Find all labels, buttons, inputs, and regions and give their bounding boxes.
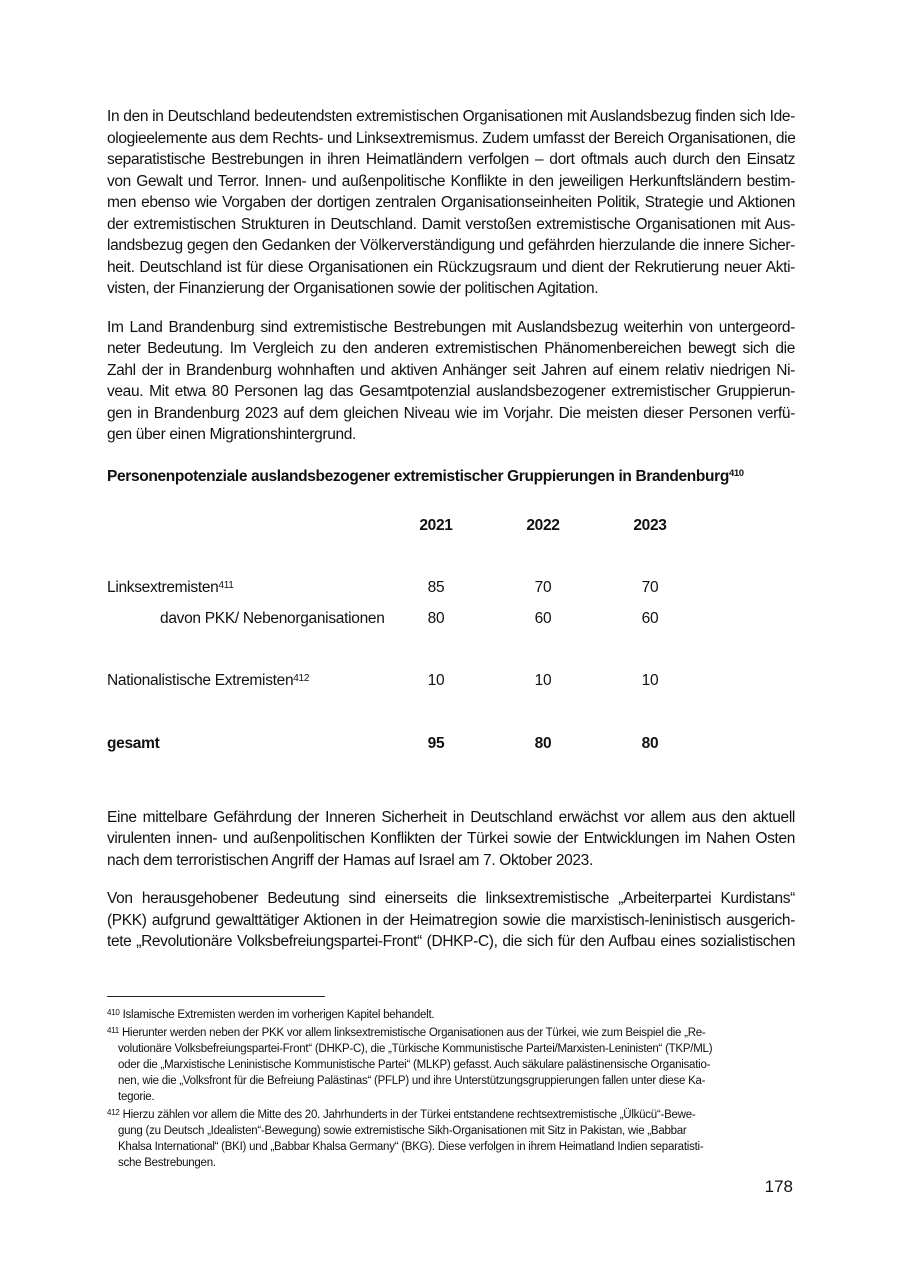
text-line: Im Land Brandenburg sind extremistische Bestrebungen mit Auslandsbezug weiterhin von untergeord-: [107, 318, 795, 336]
footnote-411: [107, 1023, 795, 1105]
text-line: neter Bedeutung. Im Vergleich zu den anderen extremistischen Phänomenbereichen bewegt sich die: [107, 340, 795, 357]
footnote-line: tegorie.: [118, 1091, 155, 1103]
footnote-ref[interactable]: 412: [293, 672, 310, 684]
text-line: heit. Deutschland ist für diese Organisationen ein Rückzugsraum und dient der Rekrutierung neuer Akti-: [107, 258, 795, 276]
paragraph-gefaehrdung: [107, 807, 795, 872]
text-line: separatistische Bestrebungen in ihren Heimatländern verfolgen – dort oftmals auch durch den Einsatz: [107, 151, 795, 168]
text-line: nach dem terroristischen Angriff der Hamas auf Israel am 7. Oktober 2023.: [107, 851, 593, 869]
text-line: tete „Revolutionäre Volksbefreiungspartei-Front“ (DHKP-C), die sich für den Aufbau eines sozialistischen: [107, 933, 795, 950]
paragraph-bedeutung: [107, 888, 795, 953]
table-cell: 70: [641, 578, 659, 596]
page-body: [107, 106, 795, 970]
page-number: 178: [764, 1177, 793, 1196]
text-line: virulenten innen- und außenpolitischen Konflikten der Türkei sowie der Entwicklungen im Nahen Osten: [107, 830, 795, 847]
paragraph-intro: [107, 106, 795, 300]
footnote-412: [107, 1105, 795, 1171]
footnote-line: [107, 1105, 795, 1123]
text-line: Von herausgehobener Bedeutung sind einerseits die linksextremistische „Arbeiterpartei Kurdistans“: [107, 890, 795, 907]
table-cell: 10: [534, 671, 552, 689]
table-cell-total: 80: [534, 734, 552, 752]
footnote-number: 410: [107, 1008, 120, 1017]
table-title-text: Personenpotenziale auslandsbezogener extremistischer Gruppierungen in Brandenburg: [107, 467, 729, 485]
personenpotenziale-table: [107, 487, 795, 787]
table-cell-total: 80: [641, 734, 659, 752]
text-line: gen in Brandenburg 2023 auf dem gleichen Niveau wie im Vorjahr. Die meisten dieser Personen verfü-: [107, 404, 795, 422]
footnote-line: [107, 1005, 795, 1023]
table-cell: 80: [427, 609, 445, 627]
text-line: von Gewalt und Terror. Innen- und außenpolitische Konflikte in den jeweiligen Herkunftsländern bestim-: [107, 172, 795, 190]
text-line: In den in Deutschland bedeutendsten extremistischen Organisationen mit Auslandsbezug finden sich Ide-: [107, 108, 795, 125]
footnote-text: Hierzu zählen vor allem die Mitte des 20. Jahrhunderts in der Türkei entstandene rechtsextremistische „Ülkücü“-Bewe-: [122, 1109, 696, 1121]
footnote-line: volutionäre Volksbefreiungspartei-Front“ (DHKP-C), die „Türkische Kommunistische Partei/Marxisten-Leninisten“ (TKP/ML): [118, 1043, 713, 1055]
footnote-number: 412: [107, 1108, 120, 1117]
footnote-line: nen, wie die „Volksfront für die Befreiung Palästinas“ (PFLP) und ihre Unterstützungsgruppierungen fallen unter diese Ka-: [118, 1075, 706, 1087]
text-line: veau. Mit etwa 80 Personen lag das Gesamtpotenzial auslandsbezogener extremistischer Gruppierun-: [107, 383, 795, 400]
text-line: der extremistischen Strukturen in Deutschland. Damit verstoßen extremistische Organisationen mit Aus-: [107, 215, 795, 233]
row-label-pkk: davon PKK/ Nebenorganisationen: [160, 609, 385, 627]
footnotes: [107, 1005, 795, 1171]
footnote-line: [107, 1023, 795, 1041]
row-label-gesamt: gesamt: [107, 734, 160, 752]
text-line: gen über einen Migrationshintergrund.: [107, 426, 356, 443]
table-cell: 70: [534, 578, 552, 596]
text-line: men ebenso wie Vorgaben der dortigen zentralen Organisationseinheiten Politik, Strategie und Aktionen: [107, 194, 795, 211]
footnote-line: Khalsa International“ (BKI) und „Babbar Khalsa Germany“ (BKG). Diese verfolgen in ihrem Heimatland Indien separatisti-: [118, 1141, 704, 1153]
footnote-text: Hierunter werden neben der PKK vor allem linksextremistische Organisationen aus der Türkei, wie zum Beispiel die „Re-: [121, 1027, 706, 1039]
footnote-ref[interactable]: 411: [218, 579, 234, 591]
text-line: visten, der Finanzierung der Organisationen sowie der politischen Agitation.: [107, 280, 599, 297]
text-line: ologieelemente aus dem Rechts- und Linksextremismus. Zudem umfasst der Bereich Organisationen, die: [107, 129, 796, 147]
table-title: [107, 463, 795, 487]
row-label-linksextremisten: [107, 579, 234, 597]
table-cell: 10: [641, 671, 659, 689]
year-header: 2022: [526, 516, 560, 534]
table-cell-total: 95: [427, 734, 445, 752]
footnote-410: [107, 1005, 795, 1023]
row-label-nationalistische: [107, 672, 309, 690]
row-label-text: Nationalistische Extremisten: [107, 671, 294, 689]
paragraph-brandenburg: [107, 317, 795, 446]
footnote-text: Islamische Extremisten werden im vorherigen Kapitel behandelt.: [122, 1009, 435, 1021]
table-cell: 10: [427, 671, 445, 689]
row-label-text: Linksextremisten: [107, 578, 219, 596]
footnote-number: 411: [107, 1026, 120, 1035]
table-cell: 60: [534, 609, 552, 627]
footnote-ref[interactable]: 410: [728, 467, 744, 479]
year-header: 2023: [633, 516, 667, 534]
table-cell: 85: [427, 578, 445, 596]
text-line: Eine mittelbare Gefährdung der Inneren Sicherheit in Deutschland erwächst vor allem aus den aktuell: [107, 808, 795, 826]
text-line: Zahl der in Brandenburg wohnhaften und aktiven Anhänger seit Jahren auf einem relativ niedrigen Ni-: [107, 361, 795, 379]
table-cell: 60: [641, 609, 659, 627]
footnote-line: oder die „Marxistische Leninistische Kommunistische Partei“ (MLKP) gefasst. Auch säkulare palästinensische Organisatio-: [118, 1059, 711, 1071]
text-line: (PKK) aufgrund gewalttätiger Aktionen in der Heimatregion sowie die marxistisch-leninistisch ausgerich-: [107, 911, 795, 929]
footnote-line: gung (zu Deutsch „Idealisten“-Bewegung) sowie extremistische Sikh-Organisationen mit Sitz in Pakistan, wie „Babbar: [118, 1125, 687, 1137]
footnote-divider: [107, 996, 325, 997]
footnote-line: sche Bestrebungen.: [118, 1157, 216, 1169]
text-line: landsbezug gegen den Gedanken der Völkerverständigung und gefährden hierzulande die innere Sicher-: [107, 237, 795, 254]
year-header: 2021: [419, 516, 453, 534]
